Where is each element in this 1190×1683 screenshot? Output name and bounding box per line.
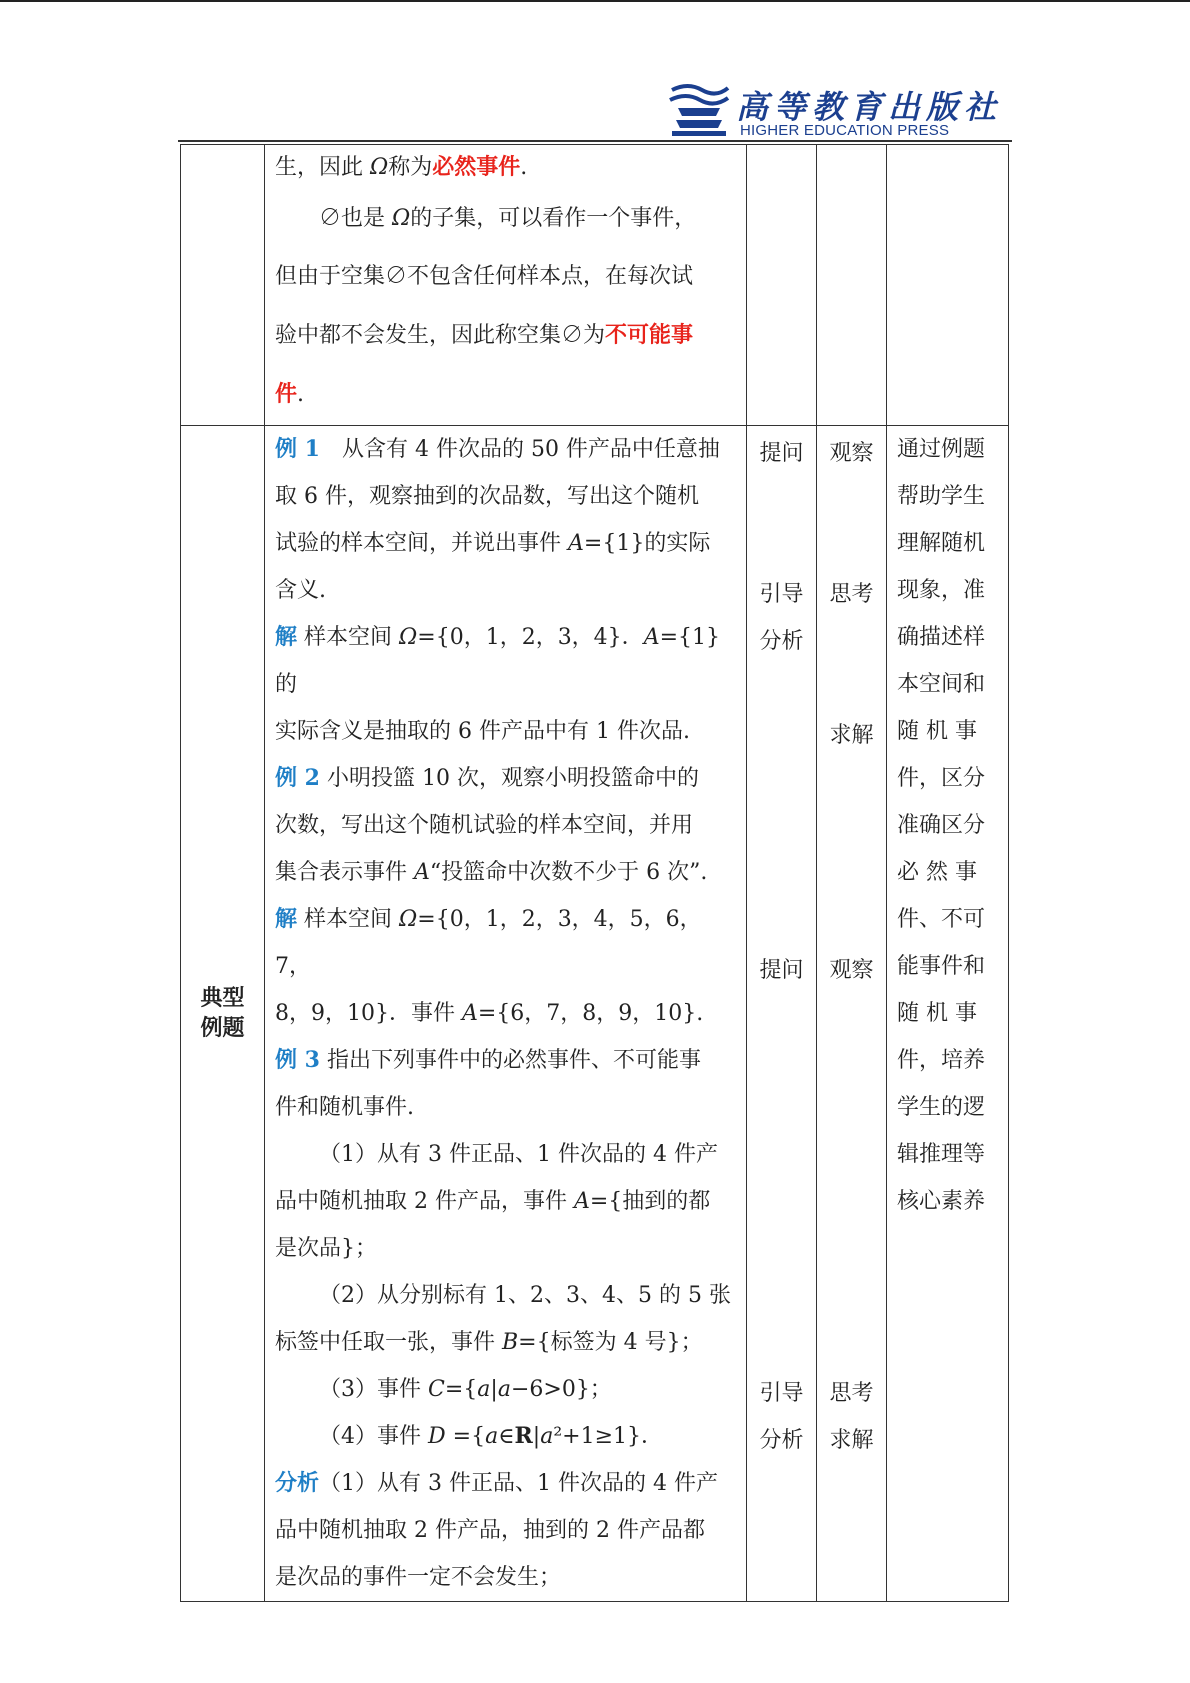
text-line	[275, 1178, 736, 1225]
teacher-activity-item: 分析	[759, 1428, 804, 1453]
text-run: D	[428, 1424, 446, 1449]
text-line	[275, 755, 736, 802]
row1-label-cell	[181, 145, 265, 426]
goal-line: 件、不可	[897, 907, 986, 932]
text-run: （1）从有 3 件正品、1 件次品的 4 件产	[319, 1142, 718, 1167]
text-line	[275, 248, 736, 306]
teacher-activity-item	[747, 1041, 816, 1088]
text-run: 含义.	[275, 578, 326, 603]
teacher-activity-item: 引导	[759, 1381, 804, 1406]
text-run: a	[497, 1377, 511, 1402]
student-activity-item	[817, 759, 886, 806]
text-line	[275, 145, 736, 190]
text-run: ={6，7，8，9，10}.	[477, 1001, 704, 1026]
publisher-logo	[668, 82, 1003, 139]
text-line	[275, 802, 736, 849]
student-activity-item	[817, 994, 886, 1041]
example-label: 解	[275, 906, 298, 932]
goal-line: 通过例题	[897, 437, 986, 462]
goal-line: 必 然 事	[897, 860, 977, 885]
example-label: 例 2	[275, 765, 320, 791]
teacher-activity-item: 提问	[759, 441, 804, 466]
text-run: 取 6 件，观察抽到的次品数，写出这个随机	[275, 484, 699, 509]
text-line	[275, 1225, 736, 1272]
text-run: 试验的样本空间，并说出事件	[275, 531, 568, 556]
text-line	[275, 567, 736, 614]
text-line	[275, 190, 736, 248]
text-run: 8，9，10}．事件	[275, 1001, 462, 1026]
goal-line: 辑推理等	[897, 1142, 986, 1167]
teacher-activity-item	[747, 1464, 816, 1511]
text-run: 但由于空集∅不包含任何样本点，在每次试	[275, 264, 694, 289]
key-term: 不可能事	[605, 322, 694, 348]
text-run: ={	[445, 1424, 486, 1449]
text-run: 次数，写出这个随机试验的样本空间，并用	[275, 813, 694, 838]
text-run: 生，因此	[275, 155, 370, 180]
student-activity-item	[817, 1088, 886, 1135]
example-label: 解	[275, 624, 298, 650]
row2-student-cell	[817, 426, 887, 1602]
row1-teacher-cell	[747, 145, 817, 426]
student-activity-item	[817, 806, 886, 853]
text-run: 件和随机事件.	[275, 1095, 414, 1120]
goal-line: 件，区分	[897, 766, 986, 791]
text-run: （1）从有 3 件正品、1 件次品的 4 件产	[319, 1471, 718, 1496]
teacher-activity-item	[747, 853, 816, 900]
text-run: 是次品}；	[275, 1236, 377, 1261]
key-term: 必然事件	[432, 154, 521, 180]
text-line	[275, 1366, 736, 1413]
text-run: −6>0}；	[510, 1377, 612, 1402]
text-run: .	[297, 382, 305, 407]
text-run: ={1}的实际	[583, 531, 711, 556]
text-line	[275, 365, 736, 424]
text-run: C	[428, 1377, 445, 1402]
publisher-emblem-icon	[668, 82, 730, 138]
text-run: Ω	[370, 155, 389, 180]
teacher-activity-item	[747, 1088, 816, 1135]
text-run: A	[414, 860, 430, 885]
row1-content-cell	[265, 145, 747, 426]
text-run: 品中随机抽取 2 件产品，事件	[275, 1189, 574, 1214]
text-line	[275, 520, 736, 567]
text-run: （2）从分别标有 1、2、3、4、5 的 5 张	[319, 1283, 731, 1308]
student-activity-item	[817, 1323, 886, 1370]
text-run: a	[485, 1424, 499, 1449]
publisher-name-cn: 高等教育出版社	[736, 88, 1003, 126]
text-line	[275, 1084, 736, 1131]
student-activity-item	[817, 477, 886, 524]
header-rule	[178, 140, 1012, 142]
key-term: 件	[275, 381, 298, 407]
goal-line: 件，培养	[897, 1048, 986, 1073]
text-run: 指出下列事件中的必然事件、不可能事	[319, 1048, 701, 1073]
teacher-activity-item	[747, 994, 816, 1041]
text-run: ={1}的	[275, 625, 721, 697]
teacher-activity-item	[747, 759, 816, 806]
text-run: （4）事件	[319, 1424, 428, 1449]
student-activity-item: 观察	[829, 958, 874, 983]
teacher-activity-item	[747, 665, 816, 712]
text-run: ∅也是	[319, 206, 392, 231]
student-activity-item: 求解	[829, 1428, 874, 1453]
student-activity	[817, 426, 886, 1511]
goal-line: 本空间和	[897, 672, 986, 697]
text-line	[275, 896, 736, 990]
row1-goal-cell	[887, 145, 1009, 426]
student-activity-item	[817, 1135, 886, 1182]
student-activity-item: 思考	[829, 1381, 874, 1406]
text-run: 是次品的事件一定不会发生；	[275, 1565, 562, 1590]
student-activity-item	[817, 665, 886, 712]
teacher-activity-item	[747, 712, 816, 759]
text-line	[275, 1554, 736, 1601]
text-run: A	[568, 531, 584, 556]
teacher-activity-item	[747, 1323, 816, 1370]
text-run: 样本空间	[297, 907, 400, 932]
text-run: 标签中任取一张，事件	[275, 1330, 502, 1355]
text-run: |	[490, 1377, 498, 1402]
student-activity-item: 思考	[829, 582, 874, 607]
section-label	[181, 426, 265, 1602]
lesson-table	[180, 144, 1009, 1602]
teacher-activity-item	[747, 1276, 816, 1323]
text-run: 品中随机抽取 2 件产品，抽到的 2 件产品都	[275, 1518, 705, 1543]
section-label-line: 典型	[200, 985, 245, 1011]
student-activity-item	[817, 1229, 886, 1276]
table-row	[181, 426, 1009, 1602]
teacher-activity-item	[747, 806, 816, 853]
teacher-activity	[747, 426, 816, 1511]
goal-line: 学生的逻	[897, 1095, 986, 1120]
text-run: a	[477, 1377, 491, 1402]
text-run: 称为	[388, 155, 433, 180]
student-activity-item	[817, 1276, 886, 1323]
teacher-activity-item	[747, 1182, 816, 1229]
text-line	[275, 426, 736, 473]
text-run: A	[461, 1001, 478, 1026]
example-label: 例 3	[275, 1047, 320, 1073]
text-line	[275, 614, 736, 708]
goal-line: 现象，准	[897, 578, 986, 603]
teacher-activity-item: 分析	[759, 629, 804, 654]
text-line	[275, 1272, 736, 1319]
text-line	[275, 306, 736, 365]
teacher-activity-item	[747, 1229, 816, 1276]
example-label: 分析	[275, 1470, 320, 1496]
row2-goal-cell	[887, 426, 1009, 1602]
publisher-name-en: HIGHER EDUCATION PRESS	[740, 122, 950, 139]
row2-content-cell	[265, 426, 747, 1602]
text-run: ²+1≥1}．	[553, 1424, 664, 1449]
goal-line: 准确区分	[897, 813, 986, 838]
teacher-activity-item	[747, 477, 816, 524]
row2-teacher-cell	[747, 426, 817, 1602]
text-run: 从含有 4 件次品的 50 件产品中任意抽	[319, 437, 720, 462]
text-run: “投篮命中次数不少于 6 次”.	[429, 860, 708, 885]
example-label: 例 1	[275, 436, 320, 462]
student-activity-item: 观察	[829, 441, 874, 466]
text-run: ={0，1，2，3，4，5，6，7，	[275, 907, 702, 979]
student-activity-item: 求解	[829, 723, 874, 748]
text-line	[275, 990, 736, 1037]
row1-content	[265, 145, 746, 424]
goal-line: 能事件和	[897, 954, 986, 979]
text-run: |	[532, 1424, 541, 1449]
student-activity-item	[817, 524, 886, 571]
text-run: A	[643, 625, 660, 650]
section-label-line: 例题	[200, 1015, 245, 1041]
text-line	[275, 1131, 736, 1178]
teacher-activity-item: 引导	[759, 582, 804, 607]
top-border	[0, 0, 1190, 2]
text-run: 实际含义是抽取的 6 件产品中有 1 件次品.	[275, 719, 690, 744]
student-activity-item	[817, 1041, 886, 1088]
text-run: ={抽到的都	[589, 1189, 711, 1214]
text-run: R	[514, 1423, 533, 1449]
row1-student-cell	[817, 145, 887, 426]
text-line	[275, 473, 736, 520]
text-run: A	[573, 1189, 590, 1214]
text-run: ={标签为 4 号}；	[518, 1330, 703, 1355]
text-run: B	[502, 1330, 519, 1355]
goal-line: 帮助学生	[897, 484, 986, 509]
teaching-goal	[887, 426, 1008, 1225]
student-activity-item	[817, 853, 886, 900]
teacher-activity-item	[747, 524, 816, 571]
text-run: 样本空间	[297, 625, 400, 650]
text-line	[275, 1319, 736, 1366]
text-run: ∈	[498, 1424, 515, 1449]
goal-line: 随 机 事	[897, 719, 977, 744]
student-activity-item	[817, 1182, 886, 1229]
table-row	[181, 145, 1009, 426]
teacher-activity-item: 提问	[759, 958, 804, 983]
text-line	[275, 708, 736, 755]
text-run: ={0，1，2，3，4}．	[417, 625, 644, 650]
text-run: Ω	[392, 206, 411, 231]
text-run: （3）事件	[319, 1377, 428, 1402]
text-run: Ω	[399, 625, 418, 650]
goal-line: 确描述样	[897, 625, 986, 650]
text-run: Ω	[399, 907, 418, 932]
text-line	[275, 849, 736, 896]
teacher-activity-item	[747, 1135, 816, 1182]
student-activity-item	[817, 618, 886, 665]
text-line	[275, 1037, 736, 1084]
text-line	[275, 1507, 736, 1554]
goal-line: 理解随机	[897, 531, 986, 556]
text-run: 小明投篮 10 次，观察小明投篮命中的	[319, 766, 699, 791]
text-run: 的子集，可以看作一个事件，	[410, 206, 697, 231]
teacher-activity-item	[747, 900, 816, 947]
text-line	[275, 1413, 736, 1460]
goal-line: 随 机 事	[897, 1001, 977, 1026]
text-run: 集合表示事件	[275, 860, 414, 885]
text-line	[275, 1460, 736, 1507]
examples-content	[265, 426, 746, 1601]
text-run: 验中都不会发生，因此称空集∅为	[275, 323, 606, 348]
student-activity-item	[817, 900, 886, 947]
goal-line: 核心素养	[897, 1189, 986, 1214]
text-run: a	[540, 1424, 554, 1449]
student-activity-item	[817, 1464, 886, 1511]
text-run: .	[520, 155, 528, 180]
text-run: ={	[444, 1377, 478, 1402]
